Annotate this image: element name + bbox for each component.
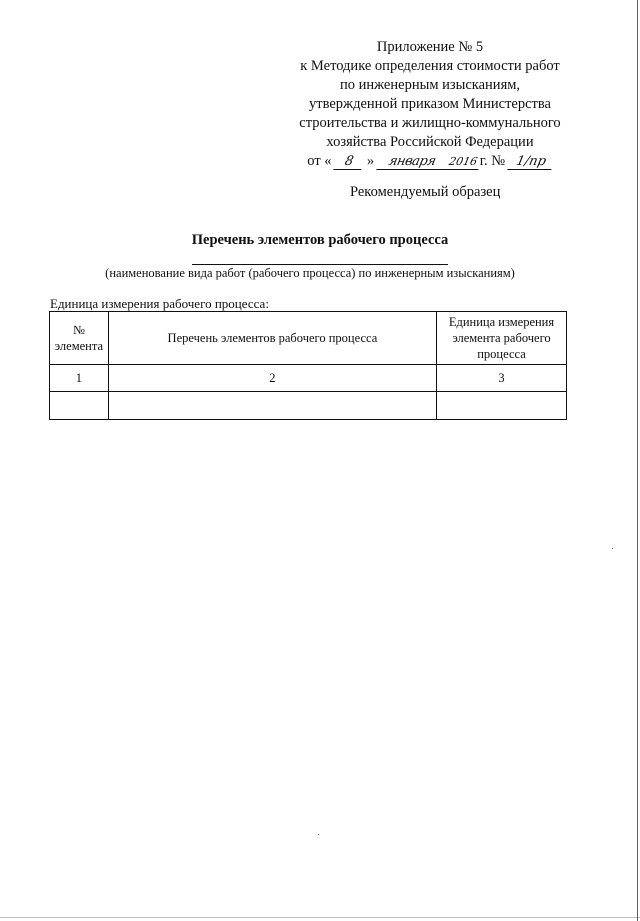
column-number-1: 1	[50, 365, 109, 392]
date-suffix: г. №	[479, 153, 506, 169]
header-element-number: № элемента	[50, 312, 109, 365]
process-unit-label: Единица измерения рабочего процесса:	[50, 296, 269, 311]
table-column-number-row	[50, 365, 567, 392]
table-header-row	[50, 312, 567, 365]
elements-table	[49, 311, 567, 420]
appendix-ref-line-3: утвержденной приказом Министерства	[309, 96, 551, 112]
table-cell	[50, 392, 109, 420]
scan-speck	[318, 834, 319, 835]
date-mid: »	[366, 153, 375, 169]
appendix-number: Приложение № 5	[376, 39, 484, 55]
column-number-3: 3	[437, 365, 567, 392]
handwritten-day: 8	[333, 154, 364, 170]
table-cell	[437, 392, 567, 420]
column-number-2: 2	[108, 365, 436, 392]
appendix-ref-line-2: по инженерным изысканиям,	[339, 77, 521, 93]
scan-edge-right	[637, 0, 638, 921]
handwritten-year: 2016	[444, 154, 481, 170]
appendix-ref-line-5: хозяйства Российской Федерации	[326, 134, 534, 150]
handwritten-month: января	[376, 154, 447, 170]
handwritten-order-number: 1/пр	[507, 154, 554, 170]
work-type-blank-line	[192, 264, 448, 265]
date-prefix: от «	[307, 153, 332, 169]
appendix-ref-line-1: к Методике определения стоимости работ	[300, 58, 560, 74]
header-element-list: Перечень элементов рабочего процесса	[108, 312, 436, 365]
appendix-ref-line-4: строительства и жилищно-коммунального	[299, 115, 561, 131]
scan-speck	[612, 548, 613, 549]
work-type-caption: (наименование вида работ (рабочего процесса) по инженерным изысканиям)	[105, 266, 515, 280]
document-title: Перечень элементов рабочего процесса	[191, 232, 449, 248]
table-cell	[108, 392, 436, 420]
header-element-unit: Единица измерения элемента рабочего процесса	[437, 312, 567, 365]
table-row	[50, 392, 567, 420]
appendix-header	[280, 38, 580, 171]
recommended-sample-label: Рекомендуемый образец	[350, 184, 501, 200]
scan-edge-bottom	[0, 917, 640, 918]
order-date-line	[280, 152, 580, 171]
